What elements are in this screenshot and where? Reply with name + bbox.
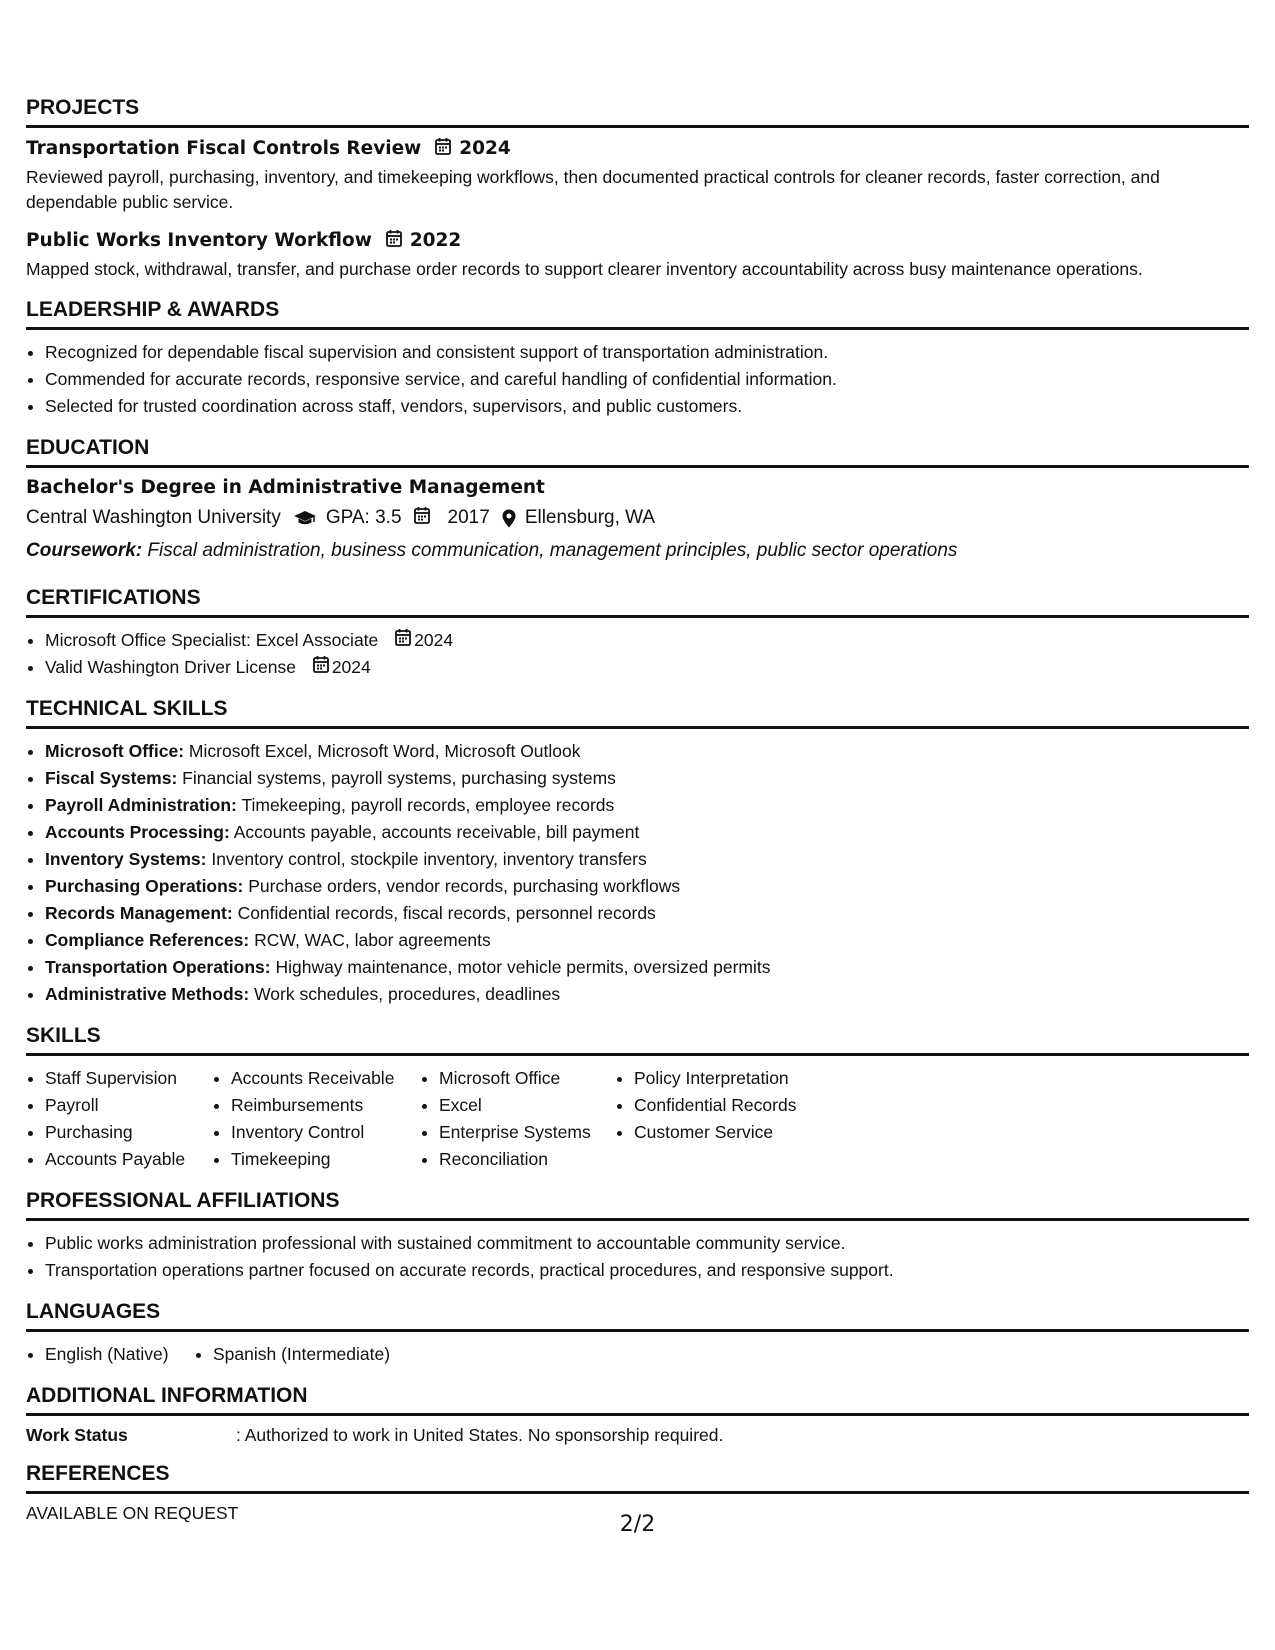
work-status-value: : Authorized to work in United States. No sponsorship required.: [236, 1425, 724, 1445]
section-title-technical-skills: TECHNICAL SKILLS: [26, 697, 1249, 729]
section-title-additional-info: ADDITIONAL INFORMATION: [26, 1384, 1249, 1416]
skill-category: Fiscal Systems:: [45, 768, 178, 788]
section-title-projects: PROJECTS: [26, 96, 1249, 128]
technical-skill-item: [45, 981, 1249, 1008]
skill-category: Inventory Systems:: [45, 849, 207, 869]
project-item: [26, 229, 1249, 282]
calendar-icon: [313, 654, 329, 681]
technical-skill-item: [45, 792, 1249, 819]
coursework: [26, 540, 1249, 562]
section-title-leadership: LEADERSHIP & AWARDS: [26, 298, 1249, 330]
technical-skill-item: [45, 765, 1249, 792]
skill-item: • Inventory Control: [231, 1119, 420, 1146]
skill-item: • Policy Interpretation: [634, 1065, 834, 1092]
project-name: Public Works Inventory Workflow: [26, 230, 372, 251]
certification-item: [45, 627, 1249, 654]
skill-item: • Confidential Records: [634, 1092, 834, 1119]
skill-item: • Accounts Receivable: [231, 1065, 420, 1092]
skill-values: Microsoft Excel, Microsoft Word, Microsoft Outlook: [188, 741, 581, 761]
list-item: • Commended for accurate records, responsive service, and careful handling of confidential information.: [45, 366, 1249, 393]
certifications-list: [26, 627, 1249, 681]
skills-column: [420, 1065, 615, 1173]
skill-values: Highway maintenance, motor vehicle permits, oversized permits: [275, 957, 771, 977]
certification-name: Valid Washington Driver License: [45, 657, 296, 677]
skills-grid: [26, 1065, 1249, 1173]
skill-category: Administrative Methods:: [45, 984, 250, 1004]
list-item: • Public works administration professional with sustained commitment to accountable community service.: [45, 1230, 1249, 1257]
technical-skill-item: [45, 900, 1249, 927]
skill-item: • Reimbursements: [231, 1092, 420, 1119]
skill-values: Timekeeping, payroll records, employee records: [241, 795, 615, 815]
page-number: 2/2: [619, 1512, 656, 1537]
skill-category: Records Management:: [45, 903, 233, 923]
graduation-year: 2017: [447, 507, 490, 528]
skill-category: Payroll Administration:: [45, 795, 237, 815]
skill-item: • Purchasing: [45, 1119, 212, 1146]
language-item: • Spanish (Intermediate): [213, 1341, 390, 1368]
coursework-text: Fiscal administration, business communication, management principles, public sector operations: [147, 540, 958, 561]
certification-year: 2024: [331, 657, 371, 677]
project-title-row: [26, 137, 1249, 160]
skill-values: Work schedules, procedures, deadlines: [254, 984, 561, 1004]
skills-column: [615, 1065, 834, 1173]
technical-skill-item: [45, 927, 1249, 954]
school-name: Central Washington University: [26, 507, 281, 528]
skill-category: Purchasing Operations:: [45, 876, 244, 896]
project-item: [26, 137, 1249, 215]
technical-skill-item: [45, 954, 1249, 981]
skill-item: • Staff Supervision: [45, 1065, 212, 1092]
technical-skill-item: [45, 738, 1249, 765]
skill-item: • Payroll: [45, 1092, 212, 1119]
technical-skill-item: [45, 873, 1249, 900]
technical-skills-list: [26, 738, 1249, 1008]
list-item: • Transportation operations partner focused on accurate records, practical procedures, and responsive support.: [45, 1257, 1249, 1284]
affiliations-list: [26, 1230, 1249, 1284]
skills-column: [212, 1065, 420, 1173]
skill-item: • Microsoft Office: [439, 1065, 615, 1092]
graduation-cap-icon: [293, 509, 326, 527]
project-name: Transportation Fiscal Controls Review: [26, 138, 422, 159]
coursework-label: Coursework:: [26, 540, 143, 561]
education-location: Ellensburg, WA: [524, 507, 656, 528]
project-description: Mapped stock, withdrawal, transfer, and purchase order records to support clearer inventory accountability across busy maintenance operations.: [26, 259, 1143, 279]
skill-item: • Reconciliation: [439, 1146, 615, 1173]
project-year: 2022: [409, 230, 462, 251]
skill-item: • Customer Service: [634, 1119, 834, 1146]
list-item: • Selected for trusted coordination across staff, vendors, supervisors, and public customers.: [45, 393, 1249, 420]
skill-values: Inventory control, stockpile inventory, inventory transfers: [211, 849, 647, 869]
language-item: • English (Native): [45, 1341, 194, 1368]
section-title-languages: LANGUAGES: [26, 1300, 1249, 1332]
languages-list: [26, 1341, 1249, 1368]
education-details: [26, 506, 1249, 530]
references-text: AVAILABLE ON REQUEST: [26, 1503, 239, 1523]
project-year: 2024: [459, 138, 511, 159]
work-status-row: [26, 1425, 1249, 1446]
technical-skill-item: [45, 819, 1249, 846]
calendar-icon: [435, 137, 451, 160]
resume-page: [26, 96, 1249, 1524]
list-item: • Recognized for dependable fiscal supervision and consistent support of transportation administration.: [45, 339, 1249, 366]
project-description: Reviewed payroll, purchasing, inventory, and timekeeping workflows, then documented practical controls for cleaner records, faster correction, and dependable public service.: [26, 167, 1160, 212]
skill-category: Compliance References:: [45, 930, 250, 950]
section-title-affiliations: PROFESSIONAL AFFILIATIONS: [26, 1189, 1249, 1221]
skill-values: RCW, WAC, labor agreements: [254, 930, 491, 950]
section-title-references: REFERENCES: [26, 1462, 1249, 1494]
skill-category: Transportation Operations:: [45, 957, 271, 977]
calendar-icon: [395, 627, 411, 654]
skill-values: Confidential records, fiscal records, personnel records: [237, 903, 656, 923]
skills-column: [26, 1065, 212, 1173]
technical-skill-item: [45, 846, 1249, 873]
skill-category: Microsoft Office:: [45, 741, 185, 761]
certification-name: Microsoft Office Specialist: Excel Associate: [45, 630, 379, 650]
location-pin-icon: [502, 509, 525, 528]
degree-title: Bachelor's Degree in Administrative Management: [26, 477, 545, 498]
calendar-icon: [386, 229, 402, 252]
skill-values: Purchase orders, vendor records, purchasing workflows: [248, 876, 681, 896]
skill-values: Financial systems, payroll systems, purchasing systems: [182, 768, 616, 788]
calendar-icon: [414, 506, 439, 530]
skill-item: • Timekeeping: [231, 1146, 420, 1173]
skill-item: • Enterprise Systems: [439, 1119, 615, 1146]
skill-item: • Accounts Payable: [45, 1146, 212, 1173]
skill-values: Accounts payable, accounts receivable, bill payment: [233, 822, 640, 842]
leadership-list: [26, 339, 1249, 420]
section-title-education: EDUCATION: [26, 436, 1249, 468]
gpa: GPA: 3.5: [325, 507, 402, 528]
section-title-skills: SKILLS: [26, 1024, 1249, 1056]
work-status-label: Work Status: [26, 1425, 128, 1445]
section-title-certifications: CERTIFICATIONS: [26, 586, 1249, 618]
certification-item: [45, 654, 1249, 681]
skill-category: Accounts Processing:: [45, 822, 230, 842]
skill-item: • Excel: [439, 1092, 615, 1119]
project-title-row: [26, 229, 1249, 252]
certification-year: 2024: [414, 630, 454, 650]
